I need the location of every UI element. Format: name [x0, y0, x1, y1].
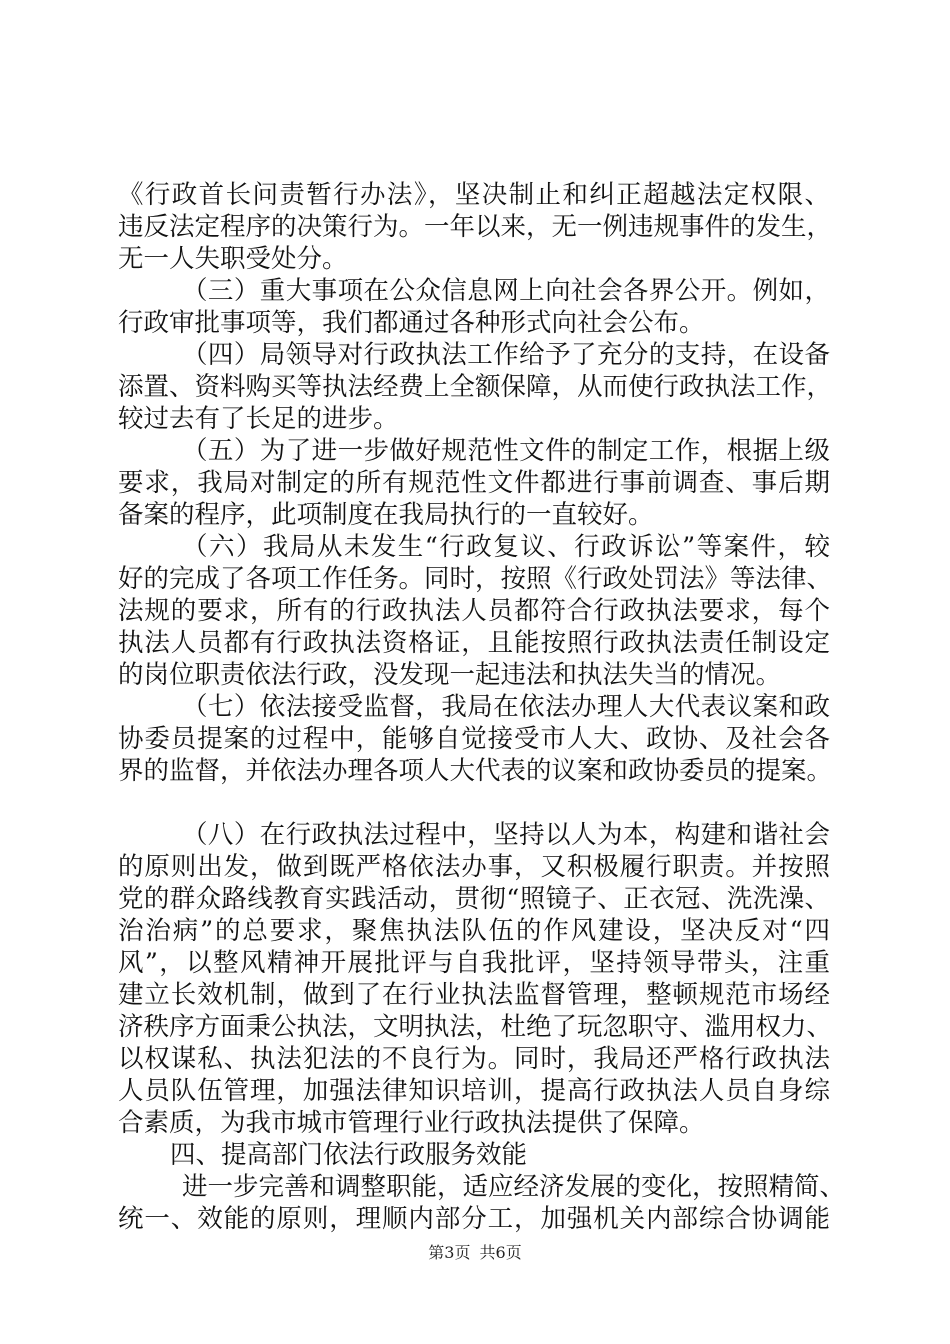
text-line: 以权谋私、执法犯法的不良行为。同时，我局还严格行政执法 [118, 1044, 830, 1074]
text-line: 界的监督，并依法办理各项人大代表的议案和政协委员的提案。 [118, 756, 833, 786]
text-line: 合素质，为我市城市管理行业行政执法提供了保障。 [118, 1108, 705, 1138]
text-line: 好的完成了各项工作任务。同时，按照《行政处罚法》等法律、 [118, 564, 833, 594]
text-line: 治治病”的总要求，聚焦执法队伍的作风建设，坚决反对“四 [118, 916, 830, 946]
text-line: 人员队伍管理，加强法律知识培训，提高行政执法人员自身综 [118, 1076, 830, 1106]
text-line: 的原则出发，做到既严格依法办事，又积极履行职责。并按照 [118, 852, 830, 882]
section-heading: 四、提高部门依法行政服务效能 [170, 1140, 528, 1170]
text-line: 协委员提案的过程中，能够自觉接受市人大、政协、及社会各 [118, 724, 830, 754]
text-line: 党的群众路线教育实践活动，贯彻“照镜子、正衣冠、洗洗澡、 [118, 884, 830, 914]
text-line: （五）为了进一步做好规范性文件的制定工作，根据上级 [182, 436, 830, 466]
page-total: 共6页 [479, 1243, 522, 1262]
text-line: 法规的要求，所有的行政执法人员都符合行政执法要求，每个 [118, 596, 830, 626]
text-line: 建立长效机制，做到了在行业执法监督管理，整顿规范市场经 [118, 980, 830, 1010]
text-line: （三）重大事项在公众信息网上向社会各界公开。例如， [182, 276, 830, 306]
text-line: 执法人员都有行政执法资格证，且能按照行政执法责任制设定 [118, 628, 830, 658]
text-line: 添置、资料购买等执法经费上全额保障，从而使行政执法工作， [118, 372, 833, 402]
text-line: 济秩序方面秉公执法，文明执法，杜绝了玩忽职守、滥用权力、 [118, 1012, 833, 1042]
text-line: （四）局领导对行政执法工作给予了充分的支持，在设备 [182, 340, 830, 370]
text-line: 风”，以整风精神开展批评与自我批评，坚持领导带头，注重 [118, 948, 830, 978]
text-line: （六）我局从未发生“行政复议、行政诉讼”等案件，较 [182, 532, 830, 562]
text-line: （七）依法接受监督，我局在依法办理人大代表议案和政 [182, 692, 830, 722]
text-line: 统一、效能的原则，理顺内部分工，加强机关内部综合协调能 [118, 1204, 830, 1234]
text-line: 备案的程序，此项制度在我局执行的一直较好。 [118, 500, 654, 530]
text-line: 无一人失职受处分。 [118, 244, 348, 274]
text-line: 进一步完善和调整职能，适应经济发展的变化，按照精简、 [182, 1172, 846, 1202]
text-line: （八）在行政执法过程中，坚持以人为本，构建和谐社会 [182, 820, 830, 850]
text-line: 较过去有了长足的进步。 [118, 404, 399, 434]
text-line: 《行政首长问责暂行办法》，坚决制止和纠正超越法定权限、 [118, 180, 830, 210]
text-line: 违反法定程序的决策行为。一年以来，无一例违规事件的发生， [118, 212, 833, 242]
text-line: 行政审批事项等，我们都通过各种形式向社会公布。 [118, 308, 705, 338]
page-footer [0, 1242, 950, 1264]
page-number: 第3页 [428, 1243, 471, 1262]
text-line: 的岗位职责依法行政，没发现一起违法和执法失当的情况。 [118, 660, 782, 690]
text-line: 要求，我局对制定的所有规范性文件都进行事前调查、事后期 [118, 468, 830, 498]
